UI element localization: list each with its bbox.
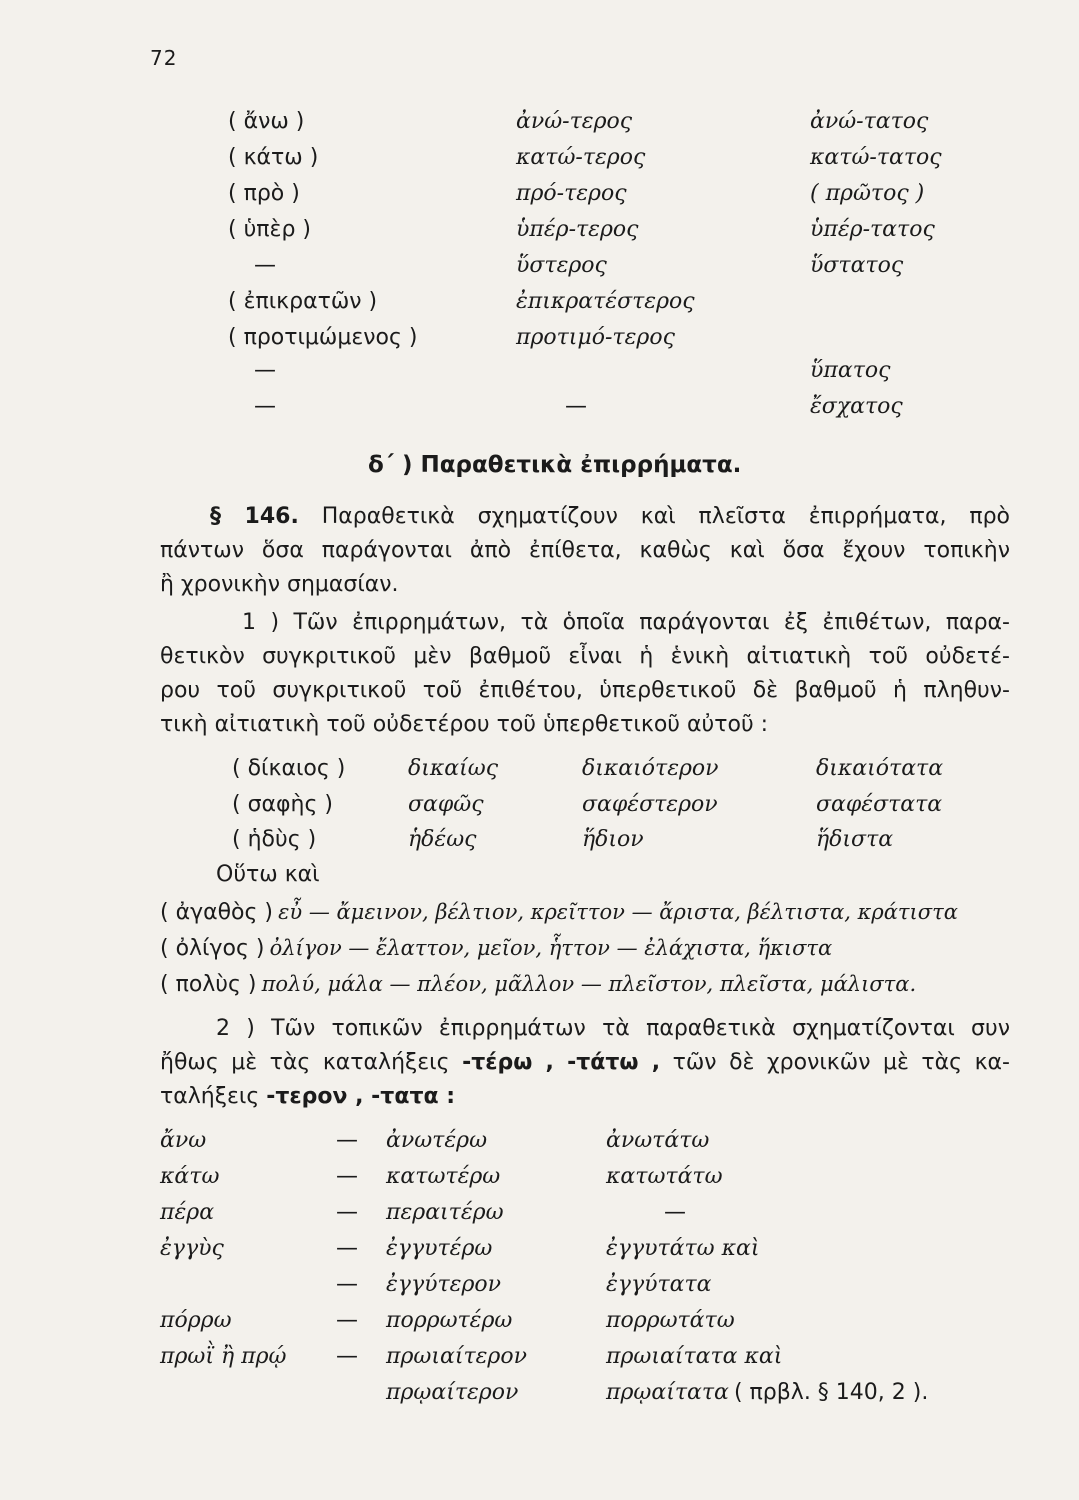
local-comparative: πορρωτέρω bbox=[386, 1308, 513, 1333]
superlative-form: κατώ-τατος bbox=[810, 145, 942, 170]
irregular-row bbox=[160, 936, 1010, 961]
paragraph-line: πάντων ὅσα παράγονται ἀπὸ ἐπίθετα, καθὼς καὶ ὅσα ἔχουν τοπικὴν bbox=[160, 538, 1010, 563]
local-comparative: πρωιαίτερον bbox=[386, 1344, 527, 1369]
paragraph-line: § 146. Παραθετικὰ σχηματίζουν καὶ πλεῖστα ἐπιρρήματα, πρὸ bbox=[210, 504, 1010, 529]
adverb-comparative: ἥδιον bbox=[582, 827, 644, 852]
irregular-adjective: ( ἀγαθὸς ) bbox=[160, 900, 274, 925]
base-form: ( κάτω ) bbox=[228, 145, 319, 170]
superlative-form: ὑπέρ-τατος bbox=[810, 217, 935, 242]
comparative-form: ἀνώ-τερος bbox=[516, 109, 633, 134]
dash: — bbox=[336, 1308, 358, 1333]
comparative-form: προτιμό-τερος bbox=[516, 325, 675, 350]
comparative-form: κατώ-τερος bbox=[516, 145, 646, 170]
paragraph-line: ἤθως μὲ τὰς καταλήξεις -τέρω , -τάτω , τῶν δὲ χρονικῶν μὲ τὰς κα- bbox=[160, 1050, 1010, 1075]
base-form: — bbox=[254, 394, 276, 419]
paragraph-line: θετικὸν συγκριτικοῦ μὲν βαθμοῦ εἶναι ἡ ἑνικὴ αἰτιατικὴ τοῦ οὐδετέ- bbox=[160, 644, 1010, 669]
adjective: ( ἡδὺς ) bbox=[232, 827, 317, 852]
irregular-forms: ὀλίγον — ἔλαττον, μεῖον, ἧττον — ἐλάχιστα, ἥκιστα bbox=[269, 936, 833, 960]
local-comparative: ἐγγυτέρω bbox=[386, 1236, 493, 1261]
local-comparative: πρῳαίτερον bbox=[386, 1380, 519, 1405]
local-superlative: ἐγγυτάτω καὶ bbox=[606, 1236, 760, 1261]
irregular-adjective: ( πολὺς ) bbox=[160, 972, 257, 997]
comparative-form: πρό-τερος bbox=[516, 181, 627, 206]
local-base: πέρα bbox=[160, 1200, 215, 1225]
dash: — bbox=[336, 1128, 358, 1153]
irregular-adjective: ( ὀλίγος ) bbox=[160, 936, 265, 961]
local-base: ἐγγὺς bbox=[160, 1236, 224, 1261]
adverb-superlative: δικαιότατα bbox=[816, 756, 944, 781]
adverb-comparative: σαφέστερον bbox=[582, 792, 718, 817]
paragraph-1 bbox=[160, 606, 1010, 742]
base-form: — bbox=[254, 358, 276, 383]
paragraph-2 bbox=[160, 1012, 1010, 1114]
superlative-form: ὕστατος bbox=[810, 253, 904, 278]
dash: — bbox=[336, 1200, 358, 1225]
adjective: ( δίκαιος ) bbox=[232, 756, 346, 781]
local-superlative: ἐγγύτατα bbox=[606, 1272, 712, 1297]
adverb: σαφῶς bbox=[408, 792, 484, 817]
adverb-superlative: ἥδιστα bbox=[816, 827, 894, 852]
section-number: § 146. bbox=[210, 504, 299, 529]
section-146-paragraph bbox=[160, 500, 1010, 602]
base-form: — bbox=[254, 253, 276, 278]
paragraph-line: ταλήξεις -τερον , -τατα : bbox=[160, 1084, 456, 1109]
base-form: ( ἐπικρατῶν ) bbox=[228, 289, 378, 314]
comparative-form: ὑπέρ-τερος bbox=[516, 217, 639, 242]
local-base: ἄνω bbox=[160, 1128, 207, 1153]
superlative-form: ἔσχατος bbox=[810, 394, 903, 419]
local-comparative: κατωτέρω bbox=[386, 1164, 501, 1189]
section-heading: δ΄ ) Παραθετικὰ ἐπιρρήματα. bbox=[368, 452, 742, 478]
page-number: 72 bbox=[150, 46, 178, 70]
paragraph-line: ἢ χρονικὴν σημασίαν. bbox=[160, 572, 399, 597]
dash: — bbox=[336, 1164, 358, 1189]
local-superlative: — bbox=[664, 1200, 686, 1225]
irregular-row bbox=[160, 900, 1010, 925]
local-comparative: περαιτέρω bbox=[386, 1200, 504, 1225]
local-base: πόρρω bbox=[160, 1308, 232, 1333]
outo-kai: Οὕτω καὶ bbox=[216, 862, 320, 887]
dash: — bbox=[336, 1344, 358, 1369]
adverb-superlative: σαφέστατα bbox=[816, 792, 943, 817]
irregular-forms: εὖ — ἄμεινον, βέλτιον, κρεῖττον — ἄριστα, βέλτιστα, κράτιστα bbox=[278, 900, 958, 924]
local-superlative: ἀνωτάτω bbox=[606, 1128, 710, 1153]
cross-reference: ( πρβλ. § 140, 2 ). bbox=[733, 1380, 929, 1405]
suffix-local: -τέρω , -τάτω , bbox=[462, 1050, 661, 1075]
base-form: ( προτιμώμενος ) bbox=[228, 325, 418, 350]
paragraph-line: ρου τοῦ συγκριτικοῦ τοῦ ἐπιθέτου, ὑπερθετικοῦ δὲ βαθμοῦ ἡ πληθυν- bbox=[160, 678, 1010, 703]
local-base: πρωῒ ἢ πρῴ bbox=[160, 1344, 287, 1369]
base-form: ( πρὸ ) bbox=[228, 181, 300, 206]
adverb: ἡδέως bbox=[408, 827, 477, 852]
adverb-comparative: δικαιότερον bbox=[582, 756, 719, 781]
base-form: ( ὑπὲρ ) bbox=[228, 217, 311, 242]
local-comparative: ἐγγύτερον bbox=[386, 1272, 502, 1297]
irregular-row bbox=[160, 972, 1010, 997]
paragraph-line: 1 ) Τῶν ἐπιρρημάτων, τὰ ὁποῖα παράγονται ἐξ ἐπιθέτων, παρα- bbox=[242, 610, 1010, 635]
adverb: δικαίως bbox=[408, 756, 499, 781]
superlative-form: ( πρῶτος ) bbox=[810, 181, 925, 206]
paragraph-line: τικὴ αἰτιατικὴ τοῦ οὐδετέρου τοῦ ὑπερθετικοῦ αὐτοῦ : bbox=[160, 712, 769, 737]
adjective: ( σαφὴς ) bbox=[232, 792, 333, 817]
irregular-forms: πολύ, μάλα — πλέον, μᾶλλον — πλεῖστον, πλεῖστα, μάλιστα. bbox=[261, 972, 917, 996]
local-comparative: ἀνωτέρω bbox=[386, 1128, 488, 1153]
local-superlative: κατωτάτω bbox=[606, 1164, 723, 1189]
comparative-form: ἐπικρατέστερος bbox=[516, 289, 695, 314]
paragraph-line: 2 ) Τῶν τοπικῶν ἐπιρρημάτων τὰ παραθετικὰ σχηματίζονται συν bbox=[216, 1016, 1010, 1041]
local-superlative: πορρωτάτω bbox=[606, 1308, 735, 1333]
suffix-temporal: -τερον , -τατα : bbox=[266, 1084, 456, 1109]
base-form: ( ἄνω ) bbox=[228, 109, 305, 134]
comparative-form: — bbox=[565, 394, 587, 419]
local-base: κάτω bbox=[160, 1164, 220, 1189]
superlative-form: ἀνώ-τατος bbox=[810, 109, 929, 134]
dash: — bbox=[336, 1272, 358, 1297]
local-superlative-row bbox=[606, 1380, 928, 1405]
superlative-form: ὕπατος bbox=[810, 358, 891, 383]
comparative-form: ὕστερος bbox=[516, 253, 607, 278]
local-superlative: πρωιαίτατα καὶ bbox=[606, 1344, 783, 1369]
dash: — bbox=[336, 1236, 358, 1261]
local-superlative: πρῳαίτατα bbox=[606, 1380, 729, 1405]
